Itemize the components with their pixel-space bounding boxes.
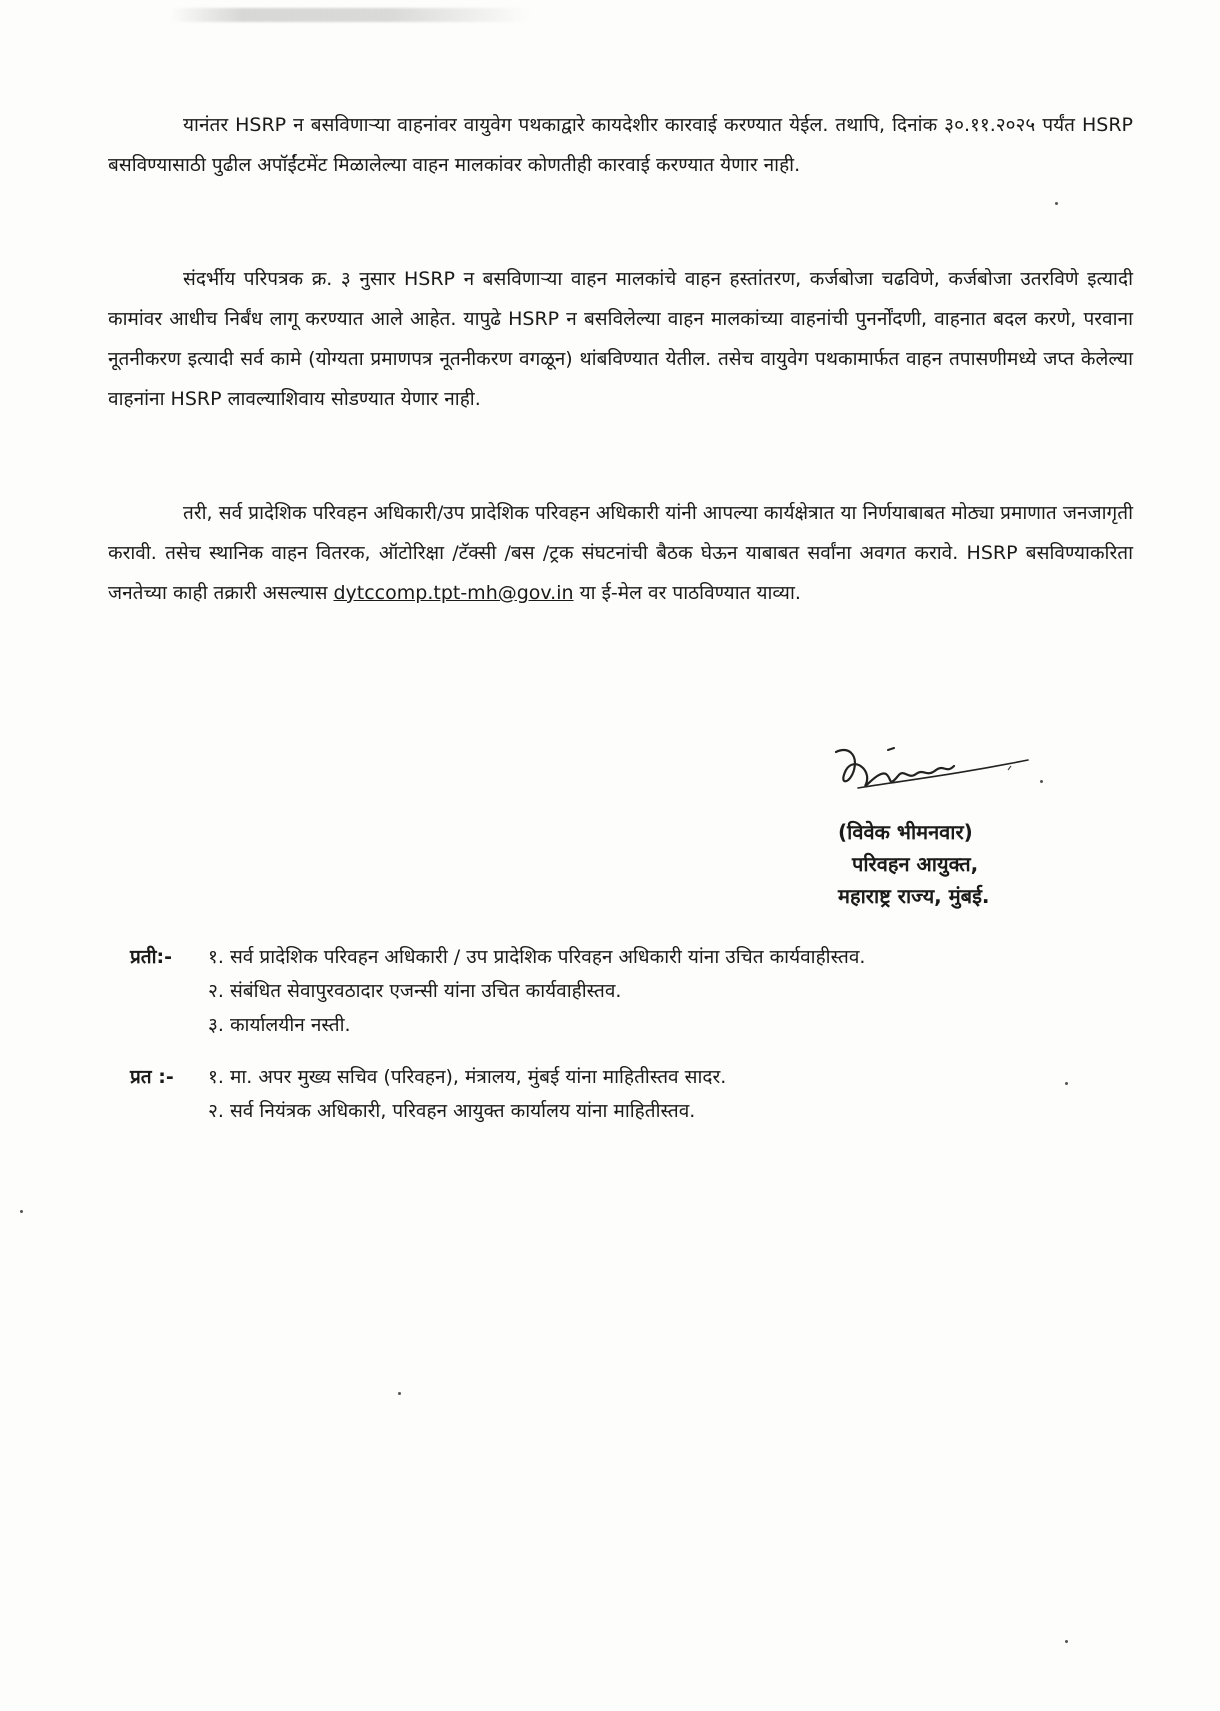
paragraph-restrictions: संदर्भीय परिपत्रक क्र. ३ नुसार HSRP न बसविणाऱ्या वाहन मालकांचे वाहन हस्तांतरण, कर्जबोजा चढविणे, कर्जबोजा उतरविणे इत्यादी कामांवर आधीच निर्बंध लागू करण्यात आले आहेत. यापुढे HSRP न बसविलेल्या वाहन मालकांच्या वाहनांची पुनर्नोंदणी, वाहनात बदल करणे, परवाना नूतनीकरण इत्यादी सर्व कामे (योग्यता प्रमाणपत्र नूतनीकरण वगळून) थांबविण्यात येतील. तसेच वायुवेग पथकामार्फत वाहन तपासणीमध्ये जप्त केलेल्या वाहनांना HSRP लावल्याशिवाय सोडण्यात येणार नाही.	[108, 268, 1133, 410]
signatory-block	[838, 816, 990, 912]
scan-speck	[398, 1392, 401, 1395]
scan-artifact	[170, 8, 530, 22]
copy-to-label: प्रती:-	[130, 946, 173, 968]
copy-to-item: ३. कार्यालयीन नस्ती.	[208, 1014, 351, 1036]
signatory-designation: परिवहन आयुक्त,	[852, 852, 979, 876]
scan-speck	[1055, 202, 1058, 205]
copy-info-item-text: १. मा. अपर मुख्य सचिव (परिवहन), मंत्रालय, मुंबई यांना माहितीस्तव सादर.	[208, 1066, 727, 1088]
copy-info-section	[130, 1060, 726, 1128]
copy-to-section	[130, 940, 865, 1042]
signatory-office: महाराष्ट्र राज्य, मुंबई.	[838, 884, 990, 908]
copy-to-item	[130, 940, 865, 974]
complaint-email-link[interactable]: dytccomp.tpt-mh@gov.in	[333, 582, 574, 604]
paragraph-awareness-tail: या ई-मेल वर पाठविण्यात याव्या.	[573, 582, 801, 604]
copy-info-item	[130, 1060, 726, 1094]
scan-speck	[1040, 780, 1043, 783]
signatory-name: (विवेक भीमनवार)	[838, 820, 973, 844]
paragraph-awareness-text: तरी, सर्व प्रादेशिक परिवहन अधिकारी/उप प्रादेशिक परिवहन अधिकारी यांनी आपल्या कार्यक्षेत्रात या निर्णयाबाबत मोठ्या प्रमाणात जनजागृती करावी. तसेच स्थानिक वाहन वितरक, ऑटोरिक्षा /टॅक्सी /बस /ट्रक संघटनांची बैठक घेऊन याबाबत सर्वांना अवगत करावे. HSRP बसविण्याकरिता जनतेच्या काही तक्रारी असल्यास	[108, 502, 1133, 604]
paragraph-awareness	[108, 493, 1133, 613]
scan-speck	[1065, 1082, 1068, 1085]
copy-to-item: २. संबंधित सेवापुरवठादार एजन्सी यांना उचित कार्यवाहीस्तव.	[208, 980, 622, 1002]
copy-info-item: २. सर्व नियंत्रक अधिकारी, परिवहन आयुक्त कार्यालय यांना माहितीस्तव.	[208, 1100, 696, 1122]
copy-to-item-text: १. सर्व प्रादेशिक परिवहन अधिकारी / उप प्रादेशिक परिवहन अधिकारी यांना उचित कार्यवाहीस्तव.	[208, 946, 866, 968]
paragraph-enforcement: यानंतर HSRP न बसविणाऱ्या वाहनांवर वायुवेग पथकाद्वारे कायदेशीर कारवाई करण्यात येईल. तथापि, दिनांक ३०.११.२०२५ पर्यंत HSRP बसविण्यासाठी पुढील अपॉईंटमेंट मिळालेल्या वाहन मालकांवर कोणतीही कारवाई करण्यात येणार नाही.	[108, 114, 1133, 176]
scan-speck	[20, 1210, 23, 1213]
scan-speck	[1065, 1640, 1068, 1643]
copy-info-label: प्रत :-	[130, 1066, 174, 1088]
